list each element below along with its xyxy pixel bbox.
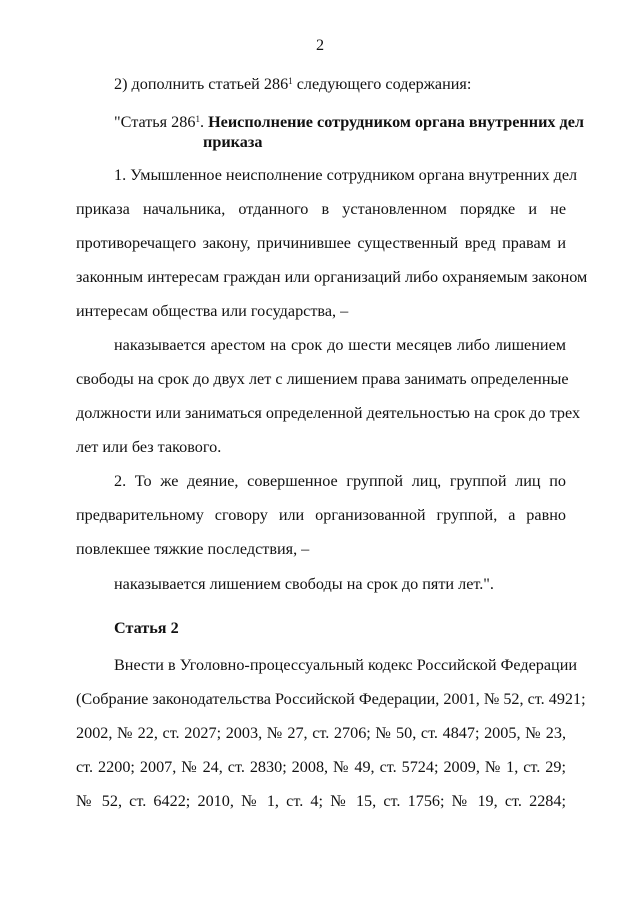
part1-line: 1. Умышленное неисполнение сотрудником органа внутренних дел bbox=[114, 166, 578, 184]
article-superscript: 1 bbox=[195, 114, 200, 124]
intro-text-after: следующего содержания: bbox=[292, 75, 472, 93]
part2-line: повлекшее тяжкие последствия, – bbox=[76, 540, 310, 558]
article-title: Неисполнение сотрудником органа внутренних дел bbox=[208, 113, 585, 131]
part1-penalty-line: должности или заниматься определенной деятельностью на срок до трех bbox=[76, 404, 581, 422]
article-2-line: (Собрание законодательства Российской Федерации, 2001, № 52, ст. 4921; bbox=[76, 690, 586, 708]
part2-penalty: наказывается лишением свободы на срок до пяти лет.". bbox=[114, 575, 494, 593]
article-title-continued: приказа bbox=[203, 133, 263, 151]
article-2-line: № 52, ст. 6422; 2010, № 1, ст. 4; № 15, ст. 1756; № 19, ст. 2284; bbox=[76, 792, 566, 810]
part1-line: законным интересам граждан или организаций либо охраняемым законом bbox=[76, 268, 588, 286]
article-2-line: ст. 2200; 2007, № 24, ст. 2830; 2008, № 49, ст. 5724; 2009, № 1, ст. 29; bbox=[76, 758, 566, 776]
article-prefix: "Статья 286 bbox=[114, 113, 196, 131]
part1-penalty-line: свободы на срок до двух лет с лишением права занимать определенные bbox=[76, 370, 569, 388]
amendment-intro bbox=[114, 74, 566, 94]
part1-line: приказа начальника, отданного в установленном порядке и не bbox=[76, 200, 566, 218]
part1-line: интересам общества или государства, – bbox=[76, 302, 349, 320]
article-286-1-heading bbox=[114, 112, 585, 132]
intro-text: 2) дополнить статьей 286 bbox=[114, 75, 289, 93]
article-2-line: 2002, № 22, ст. 2027; 2003, № 27, ст. 2706; № 50, ст. 4847; 2005, № 23, bbox=[76, 724, 566, 742]
part1-line: противоречащего закону, причинившее существенный вред правам и bbox=[76, 234, 566, 252]
article-2-heading: Статья 2 bbox=[114, 619, 179, 637]
article-2-line: Внести в Уголовно-процессуальный кодекс Российской Федерации bbox=[114, 656, 578, 674]
page-number: 2 bbox=[315, 36, 325, 54]
article-prefix-after: . bbox=[199, 113, 209, 131]
part1-penalty-line: лет или без такового. bbox=[76, 438, 222, 456]
part2-line: 2. То же деяние, совершенное группой лиц, группой лиц по bbox=[114, 472, 566, 490]
part2-line: предварительному сговору или организованной группой, а равно bbox=[76, 506, 566, 524]
part1-penalty-line: наказывается арестом на срок до шести месяцев либо лишением bbox=[114, 336, 566, 354]
intro-superscript: 1 bbox=[288, 76, 293, 86]
